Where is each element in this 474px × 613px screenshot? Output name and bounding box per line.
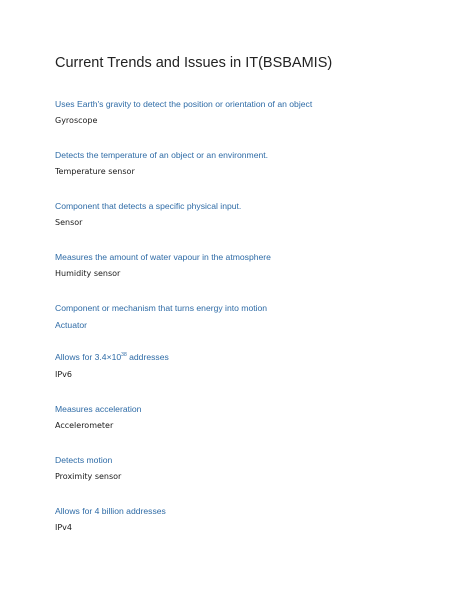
document-title: Current Trends and Issues in IT(BSBAMIS) (55, 55, 333, 71)
answer-text: Sensor (55, 218, 83, 227)
question-prefix: Allows for 3.4×10 (55, 352, 122, 362)
question-text: Uses Earth's gravity to detect the position or orientation of an object (55, 99, 313, 109)
question-text: Measures acceleration (55, 404, 142, 414)
answer-text: Accelerometer (55, 421, 114, 430)
question-exponent: 38 (121, 352, 127, 359)
question-text: Component that detects a specific physical input. (55, 201, 242, 211)
question-text: Detects the temperature of an object or an environment. (55, 150, 269, 160)
answer-text: Humidity sensor (55, 269, 121, 278)
answer-text: Temperature sensor (55, 167, 135, 176)
answer-text: IPv6 (55, 370, 73, 379)
answer-text: Gyroscope (55, 116, 98, 125)
answer-text: IPv4 (55, 523, 73, 532)
question-text: Measures the amount of water vapour in the atmosphere (55, 252, 271, 262)
answer-text: Actuator (55, 320, 88, 330)
question-text (55, 352, 169, 362)
question-text: Component or mechanism that turns energy into motion (55, 303, 268, 313)
answer-text: Proximity sensor (55, 472, 122, 481)
question-text: Allows for 4 billion addresses (55, 506, 166, 516)
question-suffix: addresses (126, 352, 169, 362)
question-text: Detects motion (55, 455, 113, 465)
